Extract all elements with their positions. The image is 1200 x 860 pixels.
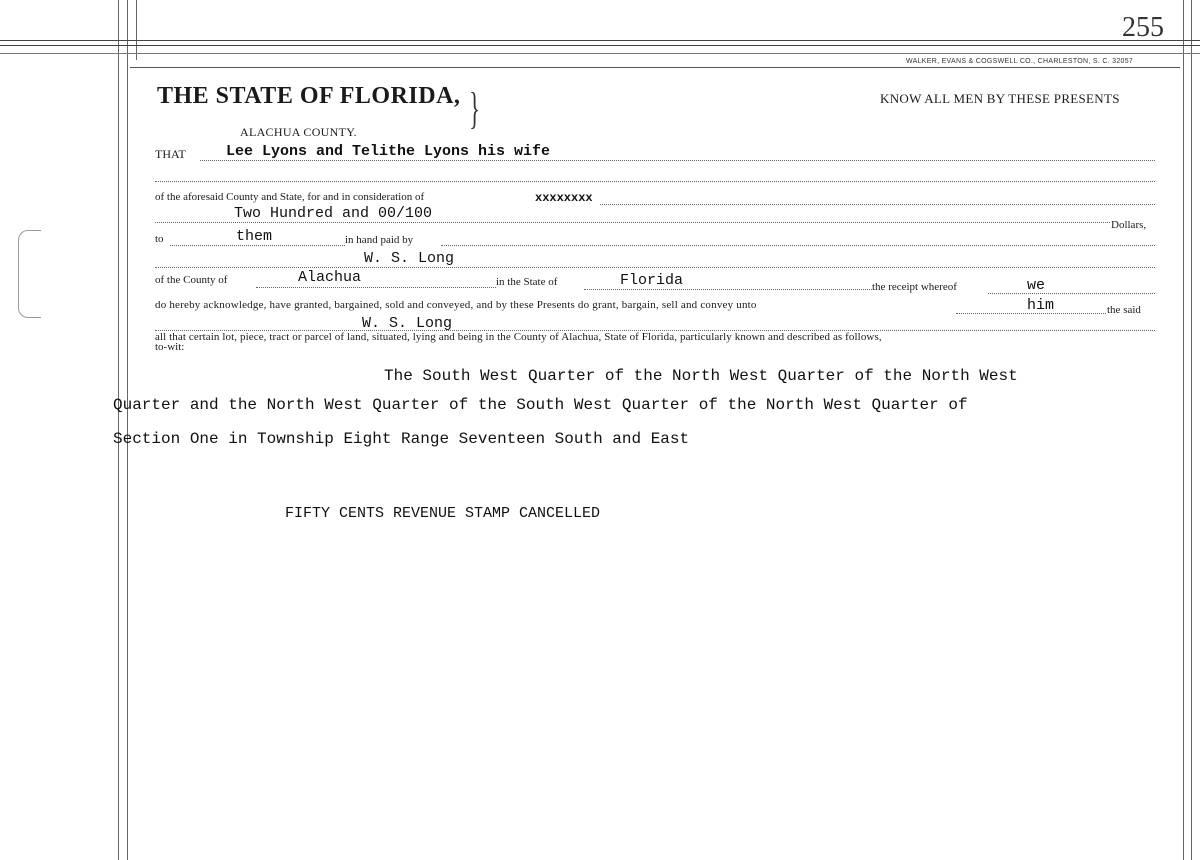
paid-by-dots	[441, 245, 1155, 246]
grantee-field: W. S. Long	[362, 315, 453, 332]
brace-mark: }	[469, 84, 480, 133]
imprint-rule	[130, 67, 1180, 68]
description-line-3: Section One in Township Eight Range Seventeen South and East	[113, 430, 690, 448]
preamble: KNOW ALL MEN BY THESE PRESENTS	[880, 91, 1120, 106]
grantee-pronoun: him	[1027, 297, 1055, 314]
state-value: Florida	[620, 272, 684, 289]
receipt-dots	[988, 293, 1155, 294]
county-value: Alachua	[298, 269, 362, 286]
that-label: THAT	[155, 147, 186, 161]
top-rule	[0, 40, 1200, 41]
the-said-label: the said	[1107, 304, 1141, 316]
row-dots-1	[155, 181, 1155, 182]
to-label: to	[155, 233, 164, 245]
payer-field: W. S. Long	[364, 250, 455, 267]
state-label: in the State of	[496, 276, 558, 288]
description-line-1: The South West Quarter of the North West Quarter of the North West	[384, 367, 1018, 385]
dollars-label: Dollars,	[1111, 219, 1147, 231]
to-value: them	[236, 228, 273, 245]
consideration-label: of the aforesaid County and State, for and in consideration of	[155, 191, 425, 203]
grantors-field: Lee Lyons and Telithe Lyons his wife	[226, 143, 551, 160]
description-line-2: Quarter and the North West Quarter of the South West Quarter of the North West Quarter of	[113, 396, 968, 414]
paid-by-label: in hand paid by	[345, 234, 414, 246]
binder-hole	[18, 230, 41, 318]
acknowledge-text: do hereby acknowledge, have granted, bargained, sold and conveyed, and by these Presents do grant, bargain, sell and convey unto	[155, 299, 757, 311]
top-rule-2	[0, 45, 1200, 46]
amount-words: Two Hundred and 00/100	[234, 205, 433, 222]
payer-dots	[155, 267, 1155, 268]
county-label: of the County of	[155, 274, 228, 286]
top-rule-3	[0, 53, 1200, 54]
state-heading: THE STATE OF FLORIDA,	[157, 83, 461, 109]
page-number: 255	[1122, 12, 1164, 43]
right-margin-rule-2	[1191, 0, 1192, 860]
consideration-struck: xxxxxxxx	[535, 191, 593, 205]
printer-imprint: WALKER, EVANS & COGSWELL CO., CHARLESTON, S. C. 32057	[906, 58, 1134, 65]
county-dots	[256, 287, 496, 288]
land-text-2: to-wit:	[155, 341, 185, 353]
state-dots	[584, 289, 872, 290]
stamp-note: FIFTY CENTS REVENUE STAMP CANCELLED	[285, 505, 601, 522]
that-dots	[200, 160, 1155, 161]
left-margin-rule-3	[136, 0, 137, 60]
receipt-value: we	[1027, 277, 1046, 294]
right-margin-rule	[1183, 0, 1184, 860]
receipt-label: the receipt whereof	[872, 281, 957, 293]
consideration-dots	[600, 204, 1155, 205]
land-text-1: all that certain lot, piece, tract or parcel of land, situated, lying and being in the County of Alachua, State of Florida, particularly known and described as follows,	[155, 331, 882, 343]
county-heading: ALACHUA COUNTY.	[240, 125, 357, 139]
to-dots	[170, 245, 345, 246]
amount-dots	[155, 222, 1110, 223]
